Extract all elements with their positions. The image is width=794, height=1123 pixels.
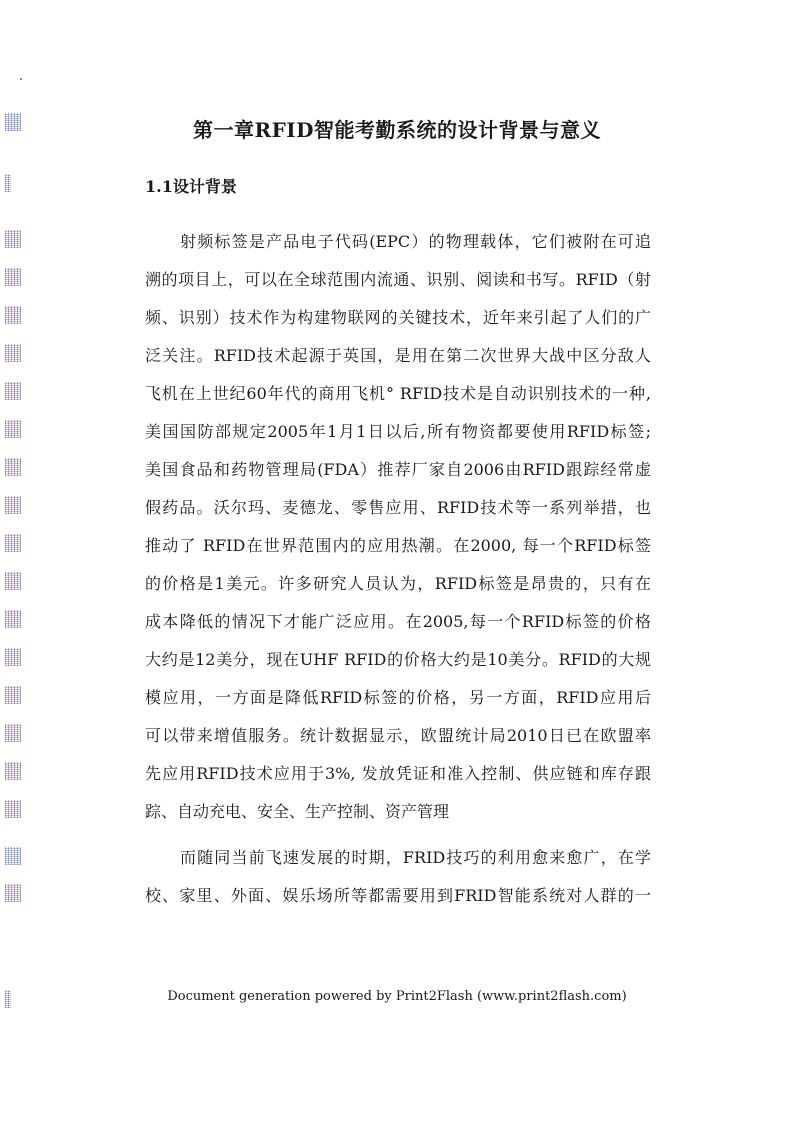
margin-artifact	[5, 174, 11, 192]
paragraph-line: 先应用RFID技术应用于3%, 发放凭证和准入控制、供应链和库存跟	[145, 764, 651, 783]
margin-artifact	[5, 344, 21, 362]
paragraph-line: 可以带来增值服务。统计数据显示，欧盟统计局2010日已在欧盟率	[145, 726, 651, 745]
paragraph-line: 校、家里、外面、娱乐场所等都需要用到FRID智能系统对人群的一	[145, 886, 651, 905]
paragraph-line: 成本降低的情况下才能广泛应用。在2005,每一个RFID标签的价格	[145, 612, 651, 631]
margin-artifact	[5, 306, 21, 324]
paragraph-line: 溯的项目上，可以在全球范围内流通、识别、阅读和书写。RFID（射	[145, 270, 651, 289]
page-footer: Document generation powered by Print2Flash (www.print2flash.com)	[167, 989, 627, 1004]
margin-artifact	[5, 847, 21, 865]
margin-artifact	[5, 884, 21, 902]
margin-artifact	[5, 382, 21, 400]
paragraph-line: 假药品。沃尔玛、麦德龙、零售应用、RFID技术等一系列举措，也	[145, 498, 651, 517]
margin-artifact	[5, 648, 21, 666]
paragraph-line: 模应用，一方面是降低RFID标签的价格，另一方面，RFID应用后	[145, 688, 651, 707]
margin-artifact	[5, 496, 21, 514]
margin-artifact	[5, 762, 21, 780]
paragraph-line: 推动了 RFID在世界范围内的应用热潮。在2000, 每一个RFID标签	[145, 536, 651, 555]
paragraph-line: 美国国防部规定2005年1月1日以后,所有物资都要使用RFID标签;	[145, 422, 651, 441]
paragraph-line: 美国食品和药物管理局(FDA）推荐厂家自2006由RFID跟踪经常虚	[145, 460, 651, 479]
margin-artifact	[5, 420, 21, 438]
margin-artifact	[5, 800, 21, 818]
margin-artifact	[5, 458, 21, 476]
paragraph-line: 而随同当前飞速发展的时期，FRID技巧的利用愈来愈广，在学	[180, 848, 651, 867]
margin-artifact	[5, 610, 21, 628]
paragraph-line: 大约是12美分，现在UHF RFID的价格大约是10美分。RFID的大规	[145, 650, 651, 669]
margin-artifact	[5, 268, 21, 286]
paragraph-line: 射频标签是产品电子代码(EPC）的物理载体，它们被附在可追	[180, 232, 651, 251]
paragraph-line: 飞机在上世纪60年代的商用飞机° RFID技术是自动识别技术的一种,	[145, 384, 651, 403]
paragraph-line: 踪、自动充电、安全、生产控制、资产管理	[145, 802, 450, 821]
paragraph-line: 的价格是1美元。许多研究人员认为，RFID标签是昂贵的，只有在	[145, 574, 651, 593]
scan-dot	[20, 78, 22, 80]
margin-artifact	[5, 686, 21, 704]
paragraph-line: 频、识别）技术作为构建物联网的关键技术，近年来引起了人们的广	[145, 308, 651, 327]
chapter-title: 第一章RFID智能考勤系统的设计背景与意义	[192, 118, 602, 142]
margin-artifact	[5, 534, 21, 552]
margin-artifact	[5, 230, 21, 248]
paragraph-line: 泛关注。RFID技术起源于英国，是用在第二次世界大战中区分敌人	[145, 346, 651, 365]
section-heading: 1.1设计背景	[145, 177, 237, 196]
margin-artifact	[5, 724, 21, 742]
margin-artifact	[5, 572, 21, 590]
